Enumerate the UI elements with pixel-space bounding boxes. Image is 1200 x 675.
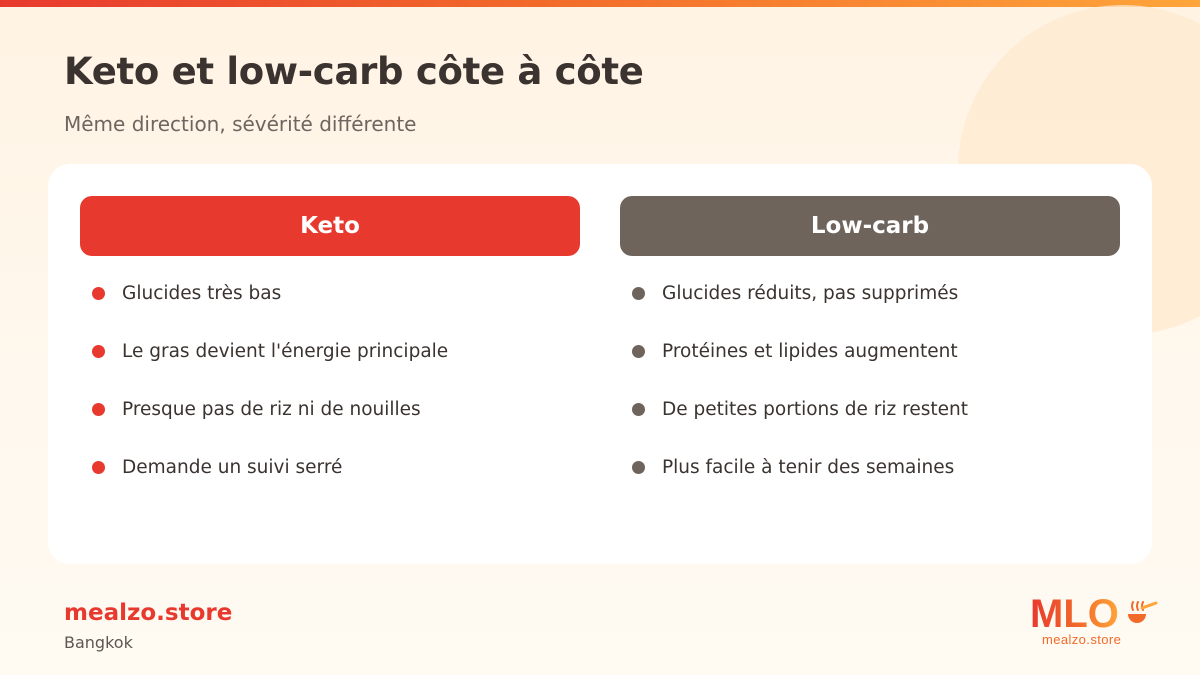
list-item: [92, 455, 462, 481]
list-item: [92, 397, 462, 423]
list-item: [92, 281, 462, 307]
list-item-text: De petites portions de riz restent: [662, 399, 968, 420]
steaming-bowl-icon: [1128, 602, 1156, 623]
bullet-dot-icon: [632, 403, 645, 416]
list-item: [632, 281, 1122, 307]
logo-letters: MLO: [1030, 592, 1119, 636]
low-carb-column: [620, 196, 1120, 478]
list-item: [92, 339, 462, 365]
logo-text: mealzo.store: [1042, 632, 1122, 647]
list-item: [632, 397, 1122, 423]
list-item: [632, 455, 1122, 481]
list-item: [632, 339, 1122, 365]
bullet-dot-icon: [92, 403, 105, 416]
low-carb-header: [620, 196, 1120, 256]
list-item-text: Plus facile à tenir des semaines: [662, 457, 955, 478]
list-item-text: Glucides réduits, pas supprimés: [662, 283, 959, 304]
bullet-dot-icon: [92, 461, 105, 474]
slide-title: Keto et low-carb côte à côte: [64, 50, 644, 93]
bullet-dot-icon: [632, 345, 645, 358]
footer-city: Bangkok: [64, 633, 133, 652]
bullet-dot-icon: [92, 345, 105, 358]
mealzo-logo: [1030, 588, 1160, 652]
keto-header: [80, 196, 580, 256]
bullet-dot-icon: [632, 461, 645, 474]
list-item-text: Glucides très bas: [122, 283, 282, 304]
list-item-text: Presque pas de riz ni de nouilles: [122, 399, 421, 420]
list-item-text: Le gras devient l'énergie principale: [122, 341, 449, 362]
bullet-dot-icon: [92, 287, 105, 300]
bullet-dot-icon: [632, 287, 645, 300]
slide-subtitle: Même direction, sévérité différente: [64, 112, 417, 136]
comparison-card: [48, 164, 1152, 564]
low-carb-header-label: Low-carb: [810, 213, 930, 239]
keto-header-label: Keto: [300, 213, 360, 239]
list-item-text: Protéines et lipides augmentent: [662, 341, 958, 362]
keto-column: [80, 196, 580, 478]
top-accent-bar: [0, 0, 1200, 7]
list-item-text: Demande un suivi serré: [122, 457, 343, 478]
footer-brand: mealzo.store: [64, 600, 233, 626]
